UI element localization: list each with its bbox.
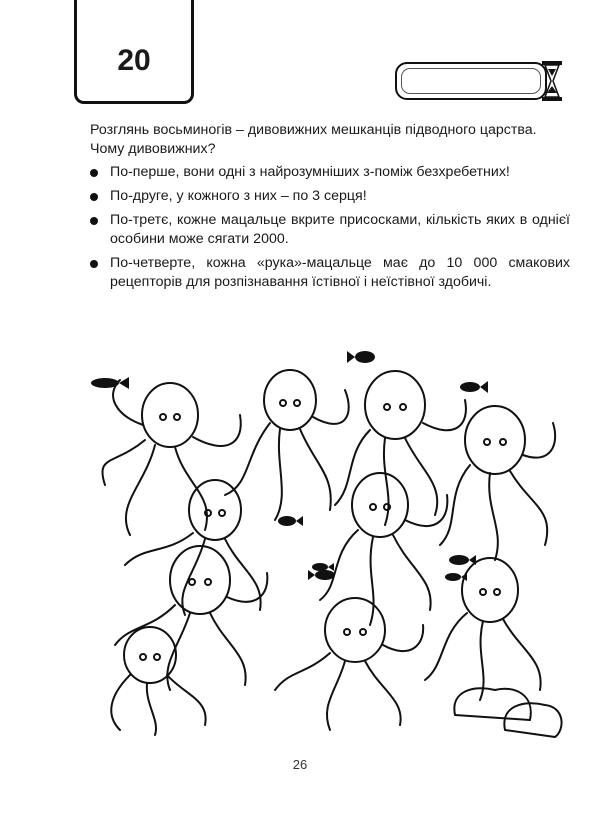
facts-list [90, 163, 570, 297]
fish-shape [91, 377, 129, 389]
octopus-illustration [75, 345, 565, 740]
fish-shape [460, 381, 488, 393]
task-number: 20 [117, 43, 151, 77]
octopus-figure [440, 406, 555, 560]
octopus-figure [111, 627, 205, 735]
fish-shape [308, 570, 335, 580]
fact-item: По-четверте, кожна «рука»-мацальце має до 10 000 смакових рецепторів для розпізнавання їстівної і неїстівної здобичі. [90, 254, 570, 292]
octopus-figure [225, 370, 349, 520]
fish-shape [347, 351, 375, 363]
intro-text: Розглянь восьминогів – дивовижних мешканців підводного царства. Чому дивовижних? [90, 122, 537, 157]
octopus-figure [275, 598, 423, 730]
octopus-figure [425, 558, 541, 700]
fact-item: По-друге, у кожного з них – по 3 серця! [90, 187, 570, 206]
fish-shape [449, 555, 476, 565]
fish-shape [278, 516, 303, 526]
fish-shape [312, 563, 334, 571]
octopus-figure [335, 371, 466, 525]
task-number-box [74, 0, 194, 104]
fact-item: По-третє, кожне мацальце вкрите присосками, кількість яких в однієї особини може сягати 2000. [90, 211, 570, 249]
page-number: 26 [292, 757, 308, 772]
hourglass-icon [541, 60, 563, 102]
timer-field [395, 62, 547, 100]
fact-item: По-перше, вони одні з найрозумніших з-поміж безхребетних! [90, 163, 570, 182]
